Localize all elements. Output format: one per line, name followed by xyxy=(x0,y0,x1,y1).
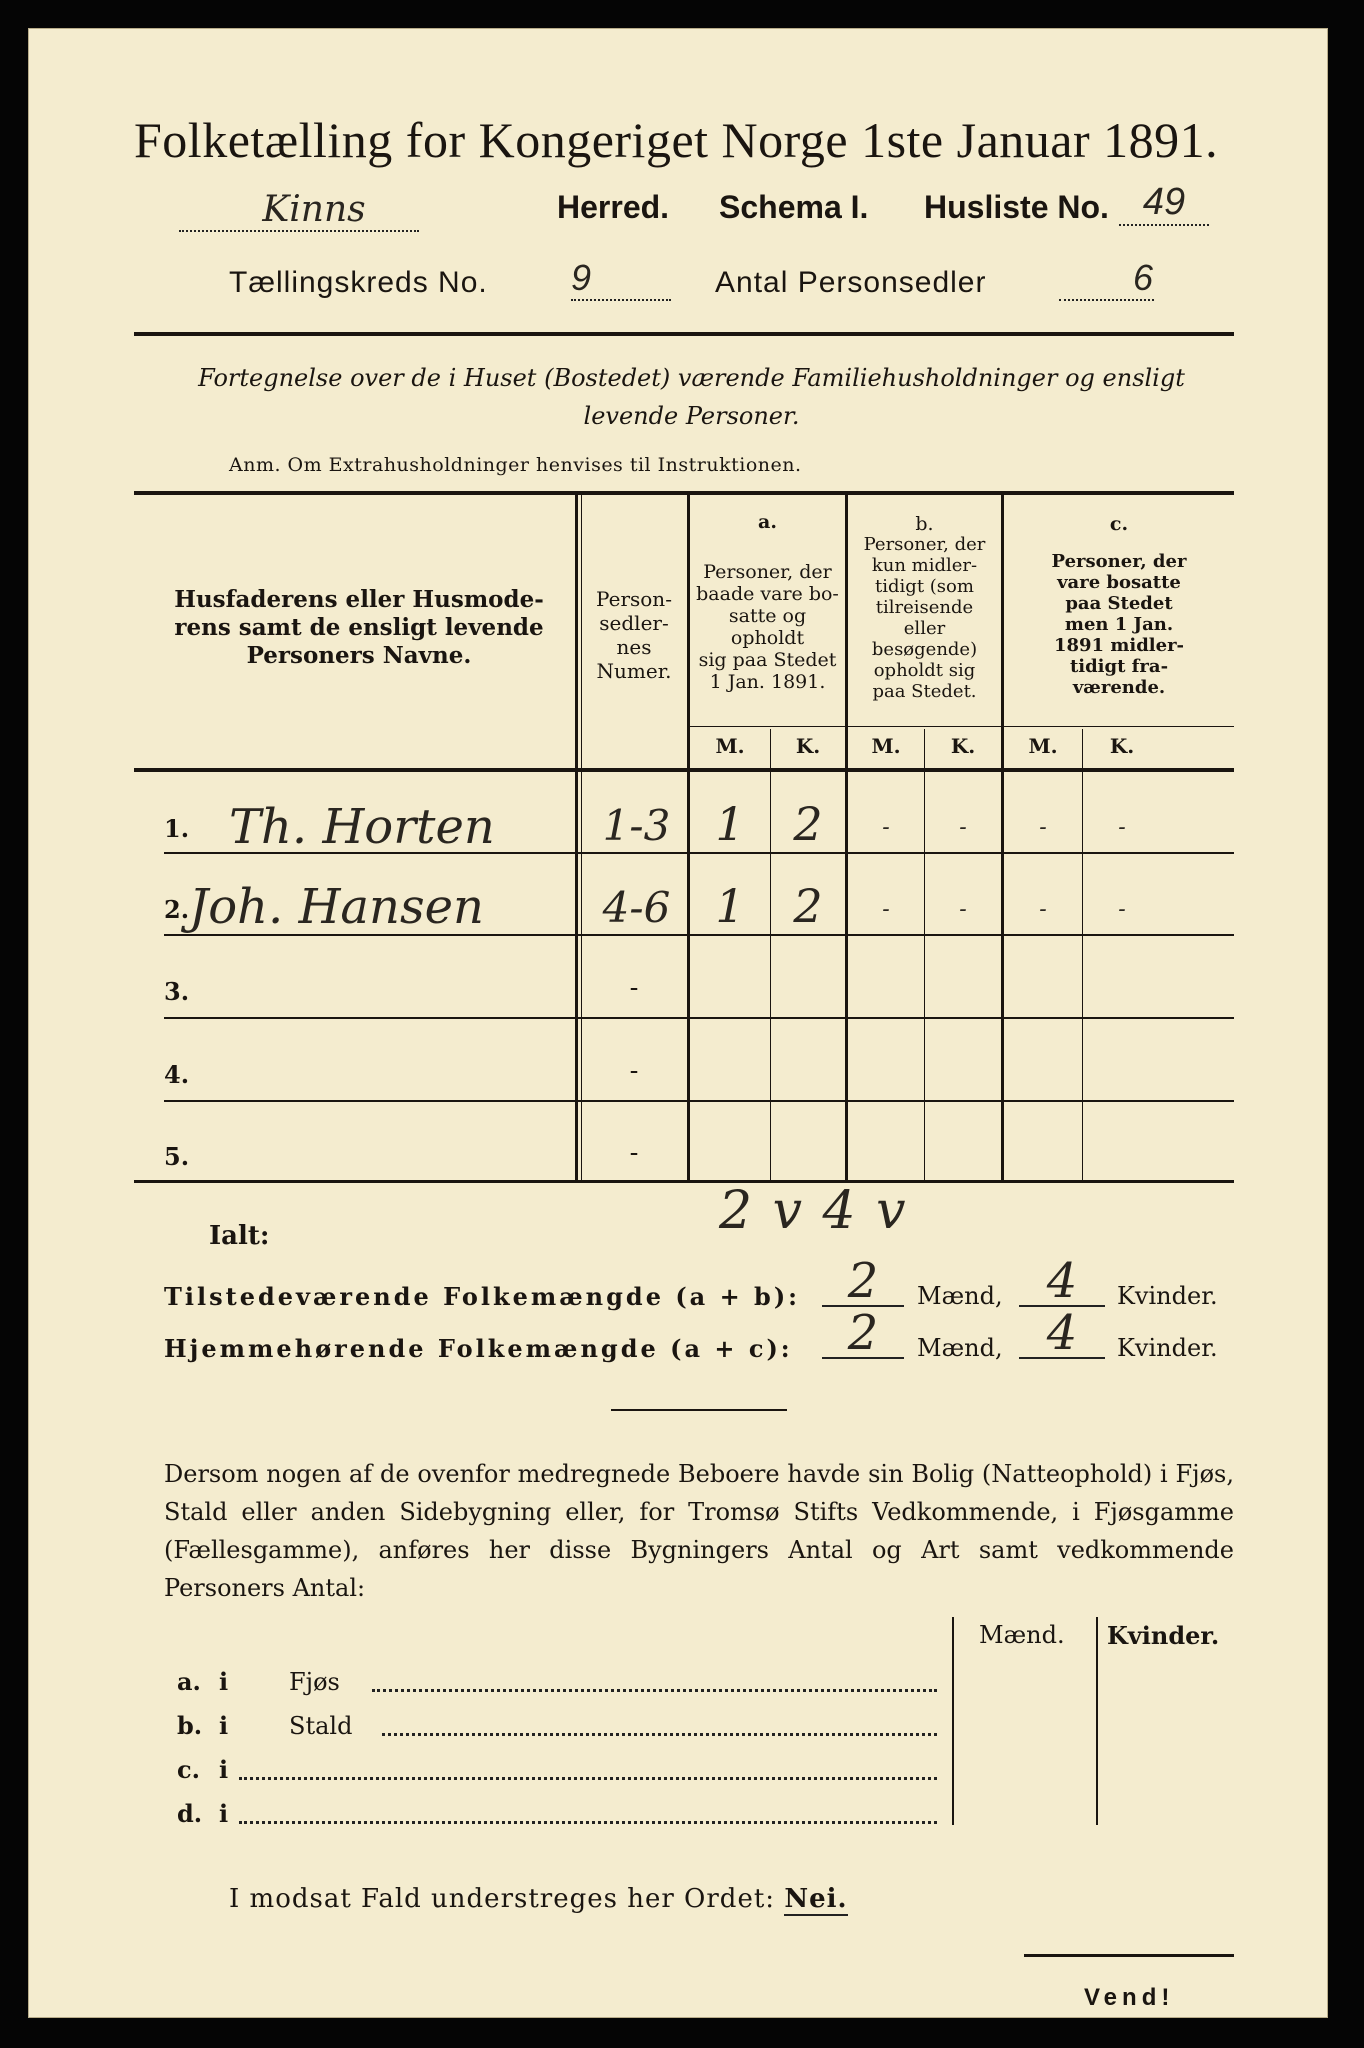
anm-note: Anm. Om Extrahusholdninger henvises til Instruktionen. xyxy=(229,454,802,476)
tilst-maend-label: Mænd, xyxy=(917,1282,1003,1310)
form-title: Folketælling for Kongeriget Norge 1ste Januar 1891. xyxy=(134,112,1219,168)
row-5-numer: - xyxy=(629,1138,639,1168)
census-form-page xyxy=(28,28,1328,2018)
a-m-label: M. xyxy=(715,734,745,758)
col-b-letter: b. xyxy=(915,513,934,535)
row-rule xyxy=(164,1100,1234,1102)
kreds-label: Tællingskreds No. xyxy=(229,266,488,299)
row-2-number: 2. xyxy=(164,895,190,924)
ialt-value: 2 v 4 v xyxy=(719,1181,908,1241)
c-m-label: M. xyxy=(1028,734,1058,758)
row-1-name: Th. Horten xyxy=(229,799,495,855)
hjem-kvinder-value: 4 xyxy=(1019,1309,1105,1359)
col-names-header: Husfaderens eller Husmode- rens samt de ensligt levende Personers Navne. xyxy=(174,586,544,669)
mk-top-rule xyxy=(690,726,1234,727)
b-m-label: M. xyxy=(871,734,901,758)
col-numer-header: Person- sedler- nes Numer. xyxy=(596,587,672,683)
col-c-header: Personer, der vare bosatte paa Stedet men 1 Jan. 1891 midler- tidigt fra- værende. xyxy=(1051,551,1187,698)
buildings-col-divider xyxy=(1096,1617,1098,1825)
row-1-number: 1. xyxy=(164,814,190,843)
building-row-a: a. i Fjøs xyxy=(177,1667,937,1696)
intro-heading-line2: levende Personer. xyxy=(583,402,800,430)
building-row-b: b. i Stald xyxy=(177,1711,937,1740)
row-1-c-m: - xyxy=(1039,815,1047,840)
col-divider xyxy=(1082,729,1083,1181)
hjem-kvinder-label: Kvinder. xyxy=(1117,1334,1218,1362)
row-2-b-m: - xyxy=(882,897,890,922)
footer-note: I modsat Fald understreges her Ordet: Nei. xyxy=(229,1884,848,1914)
row-2-c-m: - xyxy=(1039,897,1047,922)
hjem-label: Hjemmehørende Folkemængde (a + c): xyxy=(164,1334,793,1363)
herred-value: Kinns xyxy=(179,189,419,232)
vend-rule xyxy=(1024,1954,1234,1957)
tilst-kvinder-value: 4 xyxy=(1019,1257,1105,1307)
section-divider xyxy=(611,1409,787,1411)
buildings-kvinder-header: Kvinder. xyxy=(1107,1621,1220,1650)
col-a-letter: a. xyxy=(758,511,777,533)
buildings-paragraph: Dersom nogen af de ovenfor medregnede Beboere havde sin Bolig (Natteophold) i Fjøs, Stald eller anden Sidebygning eller, for Tromsø Stifts Vedkommende, i Fjøsgamme (Fællesgamme), anføres her disse Bygningers Antal og Art samt vedkommende Personers Antal: xyxy=(164,1460,1234,1602)
col-b-header: Personer, der kun midler- tidigt (som tilreisende eller besøgende) opholdt sig paa Stedet. xyxy=(863,534,986,702)
herred-field xyxy=(179,189,419,232)
row-1-b-k: - xyxy=(959,815,967,840)
row-4-number: 4. xyxy=(164,1060,190,1089)
husliste-label: Husliste No. xyxy=(924,189,1109,225)
row-1-numer: 1-3 xyxy=(602,801,671,850)
row-3-number: 3. xyxy=(164,977,190,1006)
hjem-maend-label: Mænd, xyxy=(917,1334,1003,1362)
col-divider xyxy=(575,495,578,1181)
buildings-col-divider xyxy=(952,1617,954,1825)
intro-heading xyxy=(149,359,1234,435)
row-2-numer: 4-6 xyxy=(602,883,671,932)
footer-note-word: Nei. xyxy=(784,1884,848,1914)
kreds-value: 9 xyxy=(571,257,671,301)
tilst-label: Tilstedeværende Folkemængde (a + b): xyxy=(164,1282,801,1311)
antal-value: 6 xyxy=(1059,257,1154,301)
row-2-a-m: 1 xyxy=(715,879,745,933)
building-row-c: c. i xyxy=(177,1755,937,1784)
hjem-maend-value: 2 xyxy=(822,1309,904,1359)
row-2-a-k: 2 xyxy=(793,879,823,933)
antal-label: Antal Personsedler xyxy=(715,266,987,299)
row-1-c-k: - xyxy=(1118,815,1126,840)
vend-label: Vend! xyxy=(1084,1984,1175,2011)
table-header-bottom-rule xyxy=(134,768,1234,772)
row-4-numer: - xyxy=(629,1056,639,1086)
row-3-numer: - xyxy=(629,973,639,1003)
c-k-label: K. xyxy=(1109,734,1135,758)
row-2-c-k: - xyxy=(1118,897,1126,922)
ialt-label: Ialt: xyxy=(209,1221,270,1251)
husliste-value: 49 xyxy=(1119,181,1209,226)
b-k-label: K. xyxy=(950,734,976,758)
tilst-maend-value: 2 xyxy=(822,1257,904,1307)
header-rule xyxy=(134,332,1234,336)
buildings-maend-header: Mænd. xyxy=(979,1621,1065,1649)
table-top-rule xyxy=(134,491,1234,495)
col-divider xyxy=(924,729,925,1181)
row-2-b-k: - xyxy=(959,897,967,922)
tilst-kvinder-label: Kvinder. xyxy=(1117,1282,1218,1310)
a-k-label: K. xyxy=(795,734,821,758)
row-1-b-m: - xyxy=(882,815,890,840)
row-1-a-m: 1 xyxy=(715,797,745,851)
row-5-number: 5. xyxy=(164,1142,190,1171)
building-row-d: d. i xyxy=(177,1799,937,1828)
col-c-letter: c. xyxy=(1109,513,1129,535)
col-a-header: Personer, der baade vare bo- satte og opholdt sig paa Stedet 1 Jan. 1891. xyxy=(696,561,839,693)
row-2-name: Joh. Hansen xyxy=(189,879,484,935)
herred-label: Herred. xyxy=(557,189,670,225)
row-1-a-k: 2 xyxy=(793,797,823,851)
row-rule xyxy=(164,1017,1234,1019)
intro-heading-line1: Fortegnelse over de i Huset (Bostedet) værende Familiehusholdninger og ensligt xyxy=(198,364,1185,392)
table-bottom-rule xyxy=(134,1180,1234,1183)
schema-label: Schema I. xyxy=(719,189,869,225)
